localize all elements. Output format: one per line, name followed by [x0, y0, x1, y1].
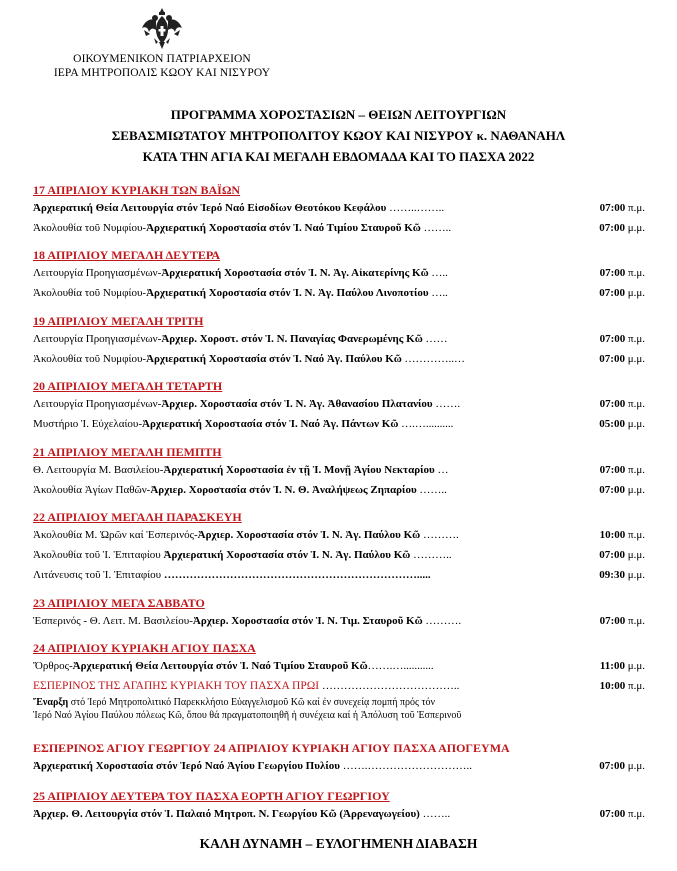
- service-bold: Ἀρχιερατική Θεία Λειτουργία στόν Ἱ. Ναό Τιμίου Σταυροῦ Κῶ: [72, 660, 368, 672]
- service-dots: …….: [432, 398, 461, 410]
- service-ampm: μ.μ.: [627, 222, 645, 234]
- service-row: [33, 394, 645, 414]
- document-title: [0, 104, 677, 167]
- service-time: 07:00: [599, 287, 625, 299]
- service-ampm: π.μ.: [628, 615, 645, 627]
- service-dots: ….…..........: [398, 418, 454, 430]
- service-plain: Ἀκολουθία τοῦ Ἱ. Ἐπιταφίου: [33, 549, 164, 561]
- service-bold: Ἀρχιερ. Χοροστασία στόν Ἱ. Ν. Τιμ. Σταυροῦ Κῶ: [192, 615, 423, 627]
- service-row: [33, 525, 645, 545]
- service-row: [33, 283, 645, 303]
- service-ampm: π.μ.: [628, 333, 645, 345]
- service-plain: Θ. Λειτουργία Μ. Βασιλείου-: [33, 464, 164, 476]
- service-dots: …..: [428, 287, 448, 299]
- service-row: [33, 329, 645, 349]
- service-row: [33, 565, 645, 585]
- service-dots: ……..: [419, 808, 451, 820]
- double-headed-eagle-icon: [140, 6, 184, 50]
- service-dots: …….…...........: [367, 660, 434, 672]
- service-plain: Ἀκολουθία τοῦ Νυμφίου-: [33, 222, 147, 234]
- service-bold: Ἀρχιερατική Χοροστασία στόν Ἱ. Ν. Ἁγ. Παύλου Κῶ: [163, 549, 411, 561]
- service-ampm: π.μ.: [628, 529, 645, 541]
- service-ampm: μ.μ.: [627, 569, 645, 581]
- service-ampm: μ.μ.: [627, 549, 645, 561]
- vespers-ampm: π.μ.: [628, 680, 645, 692]
- schedule-day: [33, 595, 645, 631]
- schedule-day: [33, 313, 645, 369]
- service-ampm: μ.μ.: [627, 760, 645, 772]
- schedule-day: [33, 378, 645, 434]
- vespers-row: [33, 676, 645, 696]
- schedule-day: [33, 788, 645, 824]
- service-ampm: μ.μ.: [627, 287, 645, 299]
- service-row: [33, 756, 645, 776]
- service-plain: Μυστήριο Ἱ. Εὐχελαίου-: [33, 418, 143, 430]
- service-row: [33, 804, 645, 824]
- service-time: 07:00: [599, 615, 626, 627]
- service-time: 05:00: [599, 418, 625, 430]
- service-plain: Ἀκολουθία τοῦ Νυμφίου-: [33, 353, 147, 365]
- service-row: [33, 414, 645, 434]
- service-time: 07:00: [599, 398, 626, 410]
- service-ampm: μ.μ.: [627, 484, 645, 496]
- service-ampm: μ.μ.: [627, 660, 645, 672]
- service-bold: Ἀρχιερατική Χοροστασία ἐν τῇ Ἱ. Μονῇ Ἁγίου Νεκταρίου: [163, 464, 435, 476]
- service-time: 07:00: [599, 549, 625, 561]
- service-plain: Λιτάνευσις τοῦ Ἱ. Ἐπιταφίου: [33, 569, 164, 581]
- service-plain: Ἑσπερινός - Θ. Λειτ. Μ. Βασιλείου-: [33, 615, 193, 627]
- closing-line: ΚΑΛΗ ΔΥΝΑΜΗ – ΕΥΛΟΓΗΜΕΝΗ ΔΙΑΒΑΣΗ: [199, 836, 478, 851]
- title-line-2: ΣΕΒΑΣΜΙΩΤΑΤΟΥ ΜΗΤΡΟΠΟΛΙΤΟΥ ΚΩΟΥ ΚΑΙ ΝΙΣΥΡΟΥ κ. ΝΑΘΑΝΑΗΛ: [111, 128, 566, 143]
- service-plain: Ἀκολουθία τοῦ Νυμφίου-: [33, 287, 147, 299]
- vespers-heading: ΕΣΠΕΡΙΝΟΣ ΑΓΙΟΥ ΓΕΩΡΓΙΟΥ 24 ΑΠΡΙΛΙΟΥ ΚΥΡΙΑΚΗ ΑΓΙΟΥ ΠΑΣΧΑ ΑΠΟΓΕΥΜΑ: [33, 741, 510, 755]
- title-line-1: ΠΡΟΓΡΑΜΜΑ ΧΟΡΟΣΤΑΣΙΩΝ – ΘΕΙΩΝ ΛΕΙΤΟΥΡΓΙΩΝ: [170, 107, 507, 122]
- day-heading: 25 ΑΠΡΙΛΙΟΥ ΔΕΥΤΕΡΑ ΤΟΥ ΠΑΣΧΑ ΕΟΡΤΗ ΑΓΙΟΥ ΓΕΩΡΓΙΟΥ: [33, 789, 390, 803]
- service-bold: Ἀρχιερ. Χοροστασία στόν Ἱ. Ν. Ἁγ. Παύλου Κῶ: [197, 529, 421, 541]
- vespers-title: ΕΣΠΕΡΙΝΟΣ ΤΗΣ ΑΓΑΠΗΣ ΚΥΡΙΑΚΗ ΤΟΥ ΠΑΣΧΑ ΠΡΩΙ: [33, 680, 320, 692]
- service-row: [33, 545, 645, 565]
- note-start: Ἔναρξη: [33, 697, 69, 708]
- schedule-day: [33, 740, 645, 776]
- service-ampm: π.μ.: [628, 464, 645, 476]
- service-bold: Ἀρχιερατική Χοροστασία στόν Ἱ. Ν. Ἁγ. Παύλου Λινοποτίου: [146, 287, 429, 299]
- service-dots: ……..: [416, 484, 447, 496]
- note-line-1: στό Ἱερό Μητροπολιτικό Παρεκκλήσιο Εὐαγγελισμοῦ Κῶ καί ἐν συνεχείᾳ πομπή πρός τόν: [68, 697, 435, 708]
- service-row: [33, 218, 645, 238]
- service-time: 11:00: [599, 660, 625, 672]
- schedule-day: [33, 509, 645, 585]
- service-bold: Ἀρχιερ. Χοροστ. στόν Ἱ. Ν. Παναγίας Φανερωμένης Κῶ: [161, 333, 423, 345]
- service-bold: Ἀρχιερατική Χοροστασία στόν Ἱερό Ναό Ἁγίου Γεωργίου Πυλίου: [33, 760, 340, 772]
- service-time: 09:30: [599, 569, 625, 581]
- service-time: 07:00: [599, 267, 626, 279]
- service-ampm: μ.μ.: [627, 418, 645, 430]
- service-time: 07:00: [599, 333, 626, 345]
- service-time: 07:00: [599, 808, 626, 820]
- service-time: 07:00: [599, 760, 625, 772]
- service-dots: …..: [428, 267, 448, 279]
- day-heading: 17 ΑΠΡΙΛΙΟΥ ΚΥΡΙΑΚΗ ΤΩΝ ΒΑΪΩΝ: [33, 183, 241, 197]
- service-plain: Λειτουργία Προηγιασμένων-: [33, 398, 162, 410]
- day-heading: 19 ΑΠΡΙΛΙΟΥ ΜΕΓΑΛΗ ΤΡΙΤΗ: [33, 314, 204, 328]
- schedule-day: [33, 247, 645, 303]
- service-bold: Ἀρχιερατική Χοροστασία στόν Ἱ. Ναό Τιμίου Σταυροῦ Κῶ: [146, 222, 421, 234]
- vespers-dots: ………………………………..: [319, 680, 460, 692]
- service-plain: Λειτουργία Προηγιασμένων-: [33, 267, 162, 279]
- service-row: [33, 263, 645, 283]
- service-dots: …………..…: [401, 353, 466, 365]
- issuer-block: [40, 52, 284, 80]
- service-dots: ……….: [420, 529, 459, 541]
- service-dots: ……: [422, 333, 448, 345]
- day-heading: 23 ΑΠΡΙΛΙΟΥ ΜΕΓΑ ΣΑΒΒΑΤΟ: [33, 596, 205, 610]
- service-bold: Ἀρχιερ. Χοροστασία στόν Ἱ. Ν. Ἁγ. Ἀθανασίου Πλατανίου: [161, 398, 433, 410]
- service-bold: Ἀρχιερατική Χοροστασία στόν Ἱ. Ν. Ἁγ. Αἰκατερίνης Κῶ: [161, 267, 429, 279]
- service-time: 07:00: [599, 464, 626, 476]
- schedule-day: [33, 640, 645, 722]
- issuer-line-2: ΙΕΡΑ ΜΗΤΡΟΠΟΛΙΣ ΚΩΟΥ ΚΑΙ ΝΙΣΥΡΟΥ: [53, 67, 271, 79]
- vespers-time: 10:00: [599, 680, 626, 692]
- service-time: 07:00: [599, 222, 625, 234]
- service-plain: Ἀκολουθία Μ. Ὡρῶν καί Ἑσπερινός-: [33, 529, 198, 541]
- service-dots: …….………………………..: [339, 760, 472, 772]
- service-ampm: π.μ.: [628, 398, 645, 410]
- service-ampm: μ.μ.: [627, 353, 645, 365]
- service-time: 07:00: [599, 353, 625, 365]
- service-bold: Ἀρχιερατική Χοροστασία στόν Ἱ. Ναό Ἁγ. Πάντων Κῶ: [142, 418, 399, 430]
- service-row: [33, 460, 645, 480]
- title-line-3: ΚΑΤΑ ΤΗΝ ΑΓΙΑ ΚΑΙ ΜΕΓΑΛΗ ΕΒΔΟΜΑΔΑ ΚΑΙ ΤΟ ΠΑΣΧΑ 2022: [142, 149, 535, 164]
- vespers-note: [33, 696, 645, 709]
- day-heading: 22 ΑΠΡΙΛΙΟΥ ΜΕΓΑΛΗ ΠΑΡΑΣΚΕΥΗ: [33, 510, 242, 524]
- service-bold: Ἀρχιερατική Θεία Λειτουργία στόν Ἱερό Ναό Εἰσοδίων Θεοτόκου Κεφάλου: [33, 202, 387, 214]
- day-heading: 20 ΑΠΡΙΛΙΟΥ ΜΕΓΑΛΗ ΤΕΤΑΡΤΗ: [33, 379, 223, 393]
- service-dots: …: [434, 464, 449, 476]
- service-dots: ……….: [422, 615, 462, 627]
- service-plain: Λειτουργία Προηγιασμένων-: [33, 333, 162, 345]
- service-row: [33, 656, 645, 676]
- service-time: 07:00: [599, 202, 626, 214]
- service-dots: ……..……..: [386, 202, 445, 214]
- service-row: [33, 611, 645, 631]
- service-row: [33, 198, 645, 218]
- service-row: [33, 480, 645, 500]
- note-line-2: Ἱερό Ναό Ἁγίου Παύλου πόλεως Κῶ, ὅπου θά πραγματοποιηθῆ ἡ συνέχεια καί ἡ Ἀπόλυση τοῦ Ἑσπερινοῦ: [33, 710, 462, 721]
- service-time: 10:00: [599, 529, 626, 541]
- service-ampm: π.μ.: [628, 808, 645, 820]
- schedule-day: [33, 182, 645, 238]
- service-time: 07:00: [599, 484, 625, 496]
- service-ampm: π.μ.: [628, 202, 645, 214]
- day-heading: 21 ΑΠΡΙΛΙΟΥ ΜΕΓΑΛΗ ΠΕΜΠΤΗ: [33, 445, 222, 459]
- issuer-line-1: ΟΙΚΟΥΜΕΝΙΚΟΝ ΠΑΤΡΙΑΡΧΕΙΟΝ: [73, 53, 251, 65]
- day-heading: 18 ΑΠΡΙΛΙΟΥ ΜΕΓΑΛΗ ΔΕΥΤΕΡΑ: [33, 248, 221, 262]
- service-plain: Ὄρθρος-: [33, 660, 73, 672]
- day-heading: 24 ΑΠΡΙΛΙΟΥ ΚΥΡΙΑΚΗ ΑΓΙΟΥ ΠΑΣΧΑ: [33, 641, 256, 655]
- service-bold: Ἀρχιερ. Χοροστασία στόν Ἱ. Ν. Θ. Ἀναλήψεως Ζηπαρίου: [150, 484, 417, 496]
- service-dots: ………..: [410, 549, 452, 561]
- service-row: [33, 349, 645, 369]
- service-dots: ……..: [420, 222, 452, 234]
- service-bold: Ἀρχιερατική Χοροστασία στόν Ἱ. Ναό Ἁγ. Παύλου Κῶ: [146, 353, 402, 365]
- service-ampm: π.μ.: [628, 267, 645, 279]
- service-plain: Ἀκολουθία Ἁγίων Παθῶν-: [33, 484, 151, 496]
- service-bold: Ἀρχιερ. Θ. Λειτουργία στόν Ἱ. Παλαιό Μητροπ. Ν. Γεωργίου Κῶ (Ἀρρεναγωγείου): [33, 808, 420, 820]
- service-dots: …………………………………………………………….....: [163, 569, 431, 581]
- schedule-day: [33, 444, 645, 500]
